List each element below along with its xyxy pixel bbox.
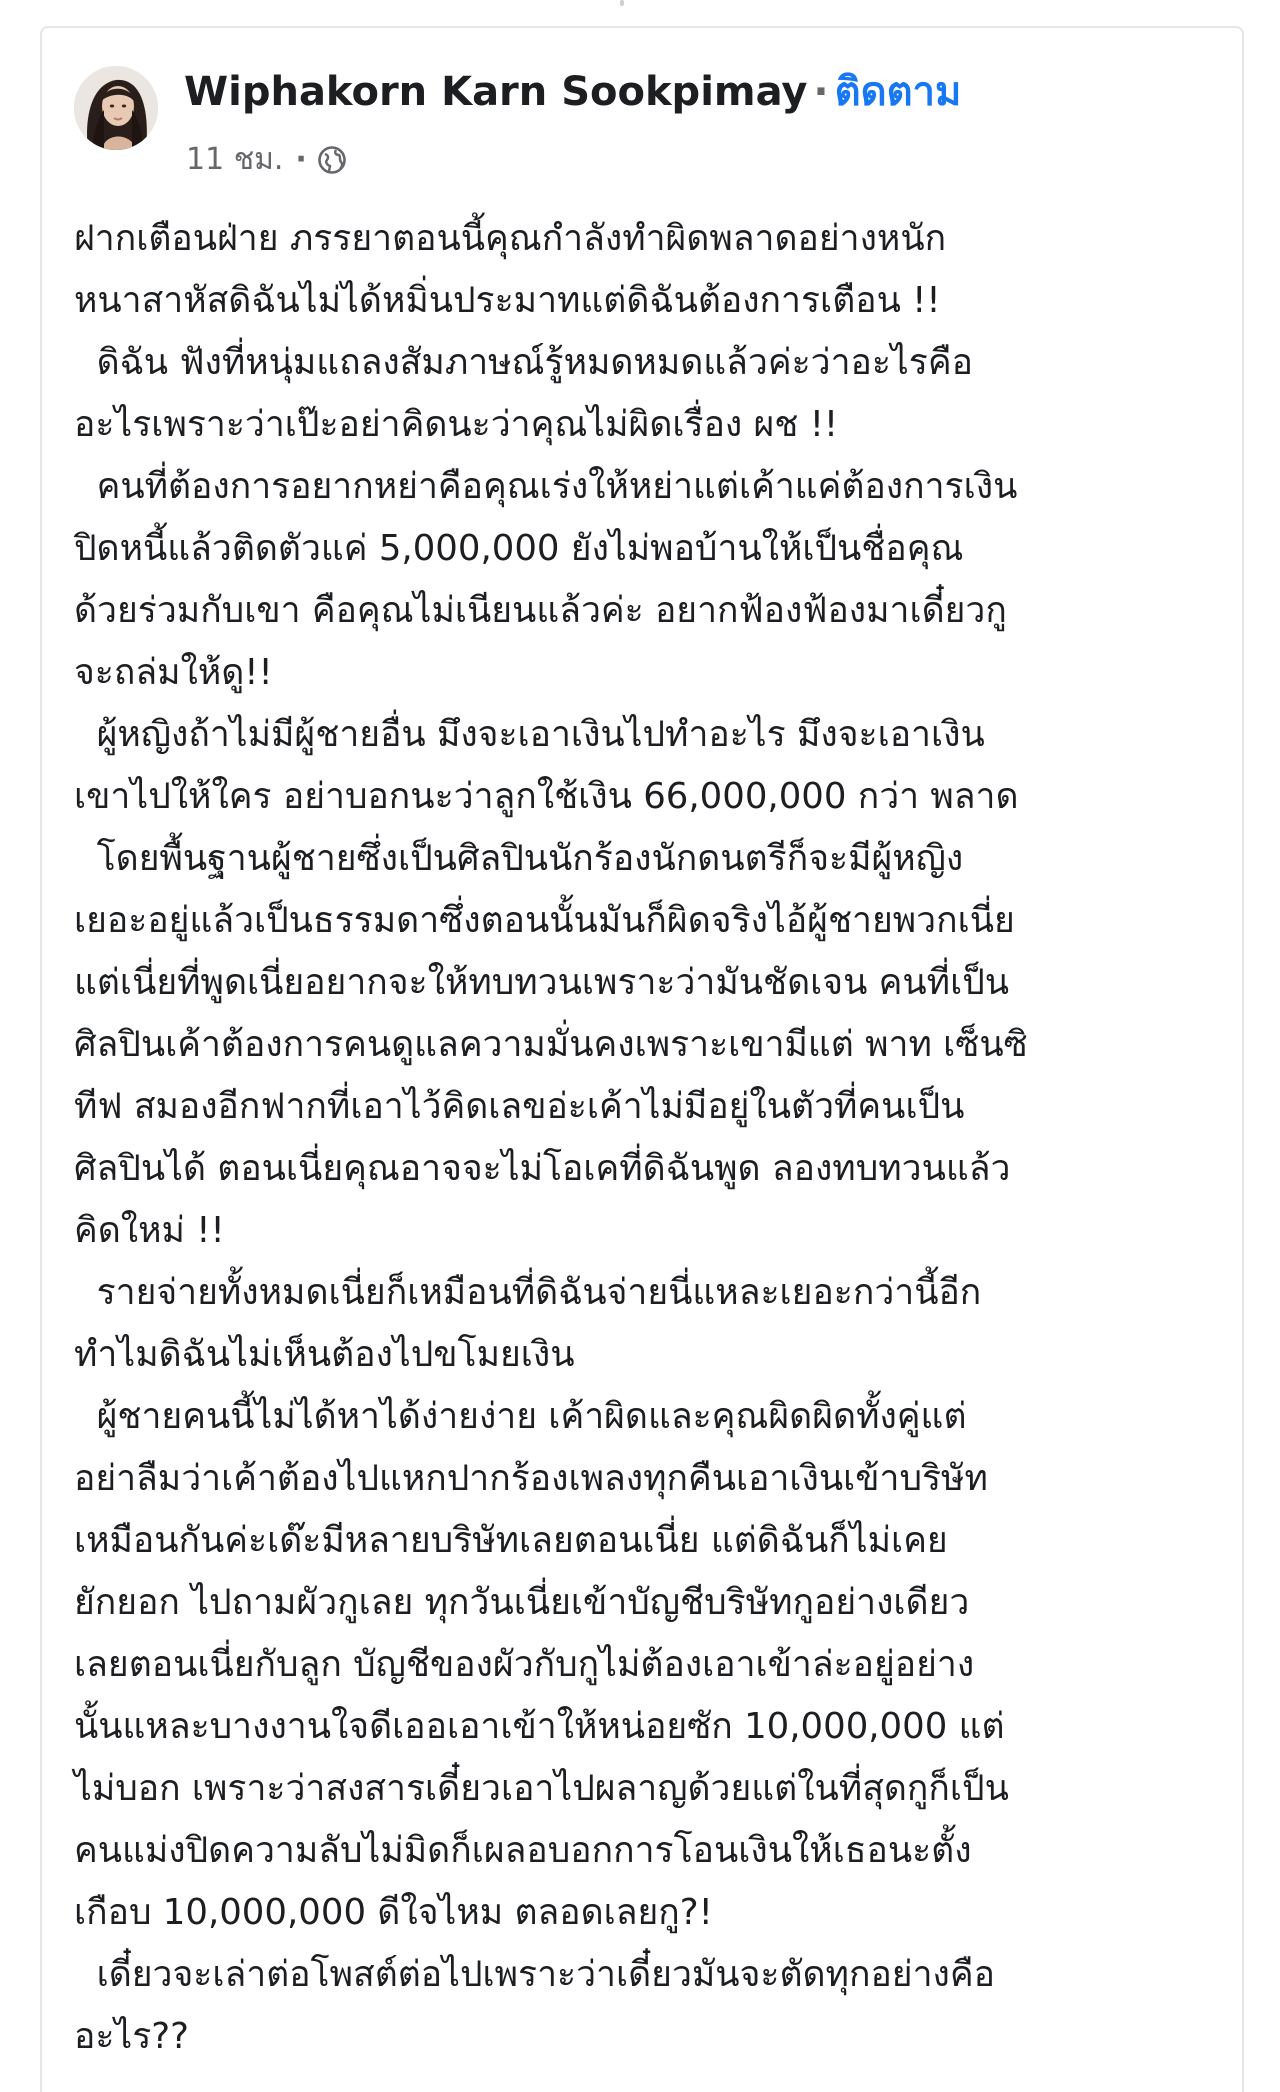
post-text-line: ผู้ชายคนนี้ไม่ได้หาได้ง่ายง่าย เค้าผิดและคุณผิดผิดทั้งคู่แต่ xyxy=(74,1396,967,1437)
post-text-line: คิดใหม่ !! xyxy=(74,1210,225,1251)
avatar-photo xyxy=(74,66,158,150)
post-text-line: ฝากเตือนฝ่าย ภรรยาตอนนี้คุณกำลังทำผิดพลาดอย่างหนัก xyxy=(74,218,947,259)
post-text-line: เลยตอนเนี่ยกับลูก บัญชีของผัวกับกูไม่ต้องเอาเข้าล่ะอยู่อย่าง xyxy=(74,1644,975,1685)
post-text-line: ปิดหนี้แล้วติดตัวแค่ 5,000,000 ยังไม่พอบ้านให้เป็นชื่อคุณ xyxy=(74,528,964,569)
post-text-line: คนที่ต้องการอยากหย่าคือคุณเร่งให้หย่าแต่เค้าแค่ต้องการเงิน xyxy=(74,466,1018,507)
separator-dot: · xyxy=(813,69,829,115)
post-text-line: ผู้หญิงถ้าไม่มีผู้ชายอื่น มึงจะเอาเงินไปทำอะไร มึงจะเอาเงิน xyxy=(74,714,985,755)
avatar[interactable] xyxy=(74,66,158,150)
post-text-line: โดยพื้นฐานผู้ชายซึ่งเป็นศิลปินนักร้องนักดนตรีก็จะมีผู้หญิง xyxy=(74,838,964,879)
post-text-line: เยอะอยู่แล้วเป็นธรรมดาซึ่งตอนนั้นมันก็ผิดจริงไอ้ผู้ชายพวกเนี่ย xyxy=(74,900,1015,941)
post-text-line: เกือบ 10,000,000 ดีใจไหม ตลอดเลยกู?! xyxy=(74,1892,713,1933)
post-text-line: ทีฟ สมองอีกฟากที่เอาไว้คิดเลขอ่ะเค้าไม่มีอยู่ในตัวที่คนเป็น xyxy=(74,1086,965,1127)
timestamp[interactable]: 11 ชม. xyxy=(186,142,284,177)
post-text-line: ศิลปินเค้าต้องการคนดูแลความมั่นคงเพราะเขามีแต่ พาท เซ็นซิ xyxy=(74,1024,1028,1065)
post-meta xyxy=(186,142,347,178)
post-text-line: คนแม่งปิดความลับไม่มิดก็เผลอบอกการโอนเงินให้เธอนะตั้ง xyxy=(74,1830,972,1871)
globe-icon[interactable] xyxy=(317,145,347,175)
post-text-line: เหมือนกันค่ะเด๊ะมีหลายบริษัทเลยตอนเนี่ย แต่ดิฉันก็ไม่เคย xyxy=(74,1520,948,1561)
post-text-line: เดี๋ยวจะเล่าต่อโพสต์ต่อไปเพราะว่าเดี๋ยวมันจะตัดทุกอย่างคือ xyxy=(74,1954,995,1995)
post-card xyxy=(40,26,1244,2092)
post-text-line: ดิฉัน ฟังที่หนุ่มแถลงสัมภาษณ์รู้หมดหมดแล้วค่ะว่าอะไรคือ xyxy=(74,342,973,383)
post-text-line: อะไรเพราะว่าเป๊ะอย่าคิดนะว่าคุณไม่ผิดเรื่อง ผช !! xyxy=(74,404,839,445)
post-text-line: รายจ่ายทั้งหมดเนี่ยก็เหมือนที่ดิฉันจ่ายนี่แหละเยอะกว่านี้อีก xyxy=(74,1272,982,1313)
follow-button[interactable]: ติดตาม xyxy=(834,69,962,115)
post-text-line: ด้วยร่วมกับเขา คือคุณไม่เนียนแล้วค่ะ อยากฟ้องฟ้องมาเดี๋ยวกู xyxy=(74,590,1007,631)
post-text xyxy=(74,208,1239,2068)
post-text-line: จะถล่มให้ดู!! xyxy=(74,652,273,693)
post-header xyxy=(74,60,1222,177)
top-edge-mark xyxy=(620,0,624,6)
post-text-line: ไม่บอก เพราะว่าสงสารเดี๋ยวเอาไปผลาญด้วยแต่ในที่สุดกูก็เป็น xyxy=(74,1768,1009,1809)
meta-separator-dot: · xyxy=(295,142,307,177)
post-text-line: หนาสาหัสดิฉันไม่ได้หมิ่นประมาทแต่ดิฉันต้องการเตือน !! xyxy=(74,280,941,321)
post-text-line: เขาไปให้ใคร อย่าบอกนะว่าลูกใช้เงิน 66,000,000 กว่า พลาด xyxy=(74,776,1019,817)
post-text-line: ศิลปินได้ ตอนเนี่ยคุณอาจจะไม่โอเคที่ดิฉันพูด ลองทบทวนแล้ว xyxy=(74,1148,1011,1189)
author-name[interactable]: Wiphakorn Karn Sookpimay xyxy=(184,69,808,115)
post-text-line: แต่เนี่ยที่พูดเนี่ยอยากจะให้ทบทวนเพราะว่ามันชัดเจน คนที่เป็น xyxy=(74,962,1010,1003)
post-text-line: อย่าลืมว่าเค้าต้องไปแหกปากร้องเพลงทุกคืนเอาเงินเข้าบริษัท xyxy=(74,1458,988,1499)
post-text-line: นั้นแหละบางงานใจดีเออเอาเข้าให้หน่อยซัก 10,000,000 แต่ xyxy=(74,1706,1005,1747)
post-text-line: ยักยอก ไปถามผัวกูเลย ทุกวันเนี่ยเข้าบัญชีบริษัทกูอย่างเดียว xyxy=(74,1582,970,1623)
post-text-line: อะไร?? xyxy=(74,2016,189,2057)
post-text-line: ทำไมดิฉันไม่เห็นต้องไปขโมยเงิน xyxy=(74,1334,575,1375)
author-line xyxy=(184,68,961,116)
